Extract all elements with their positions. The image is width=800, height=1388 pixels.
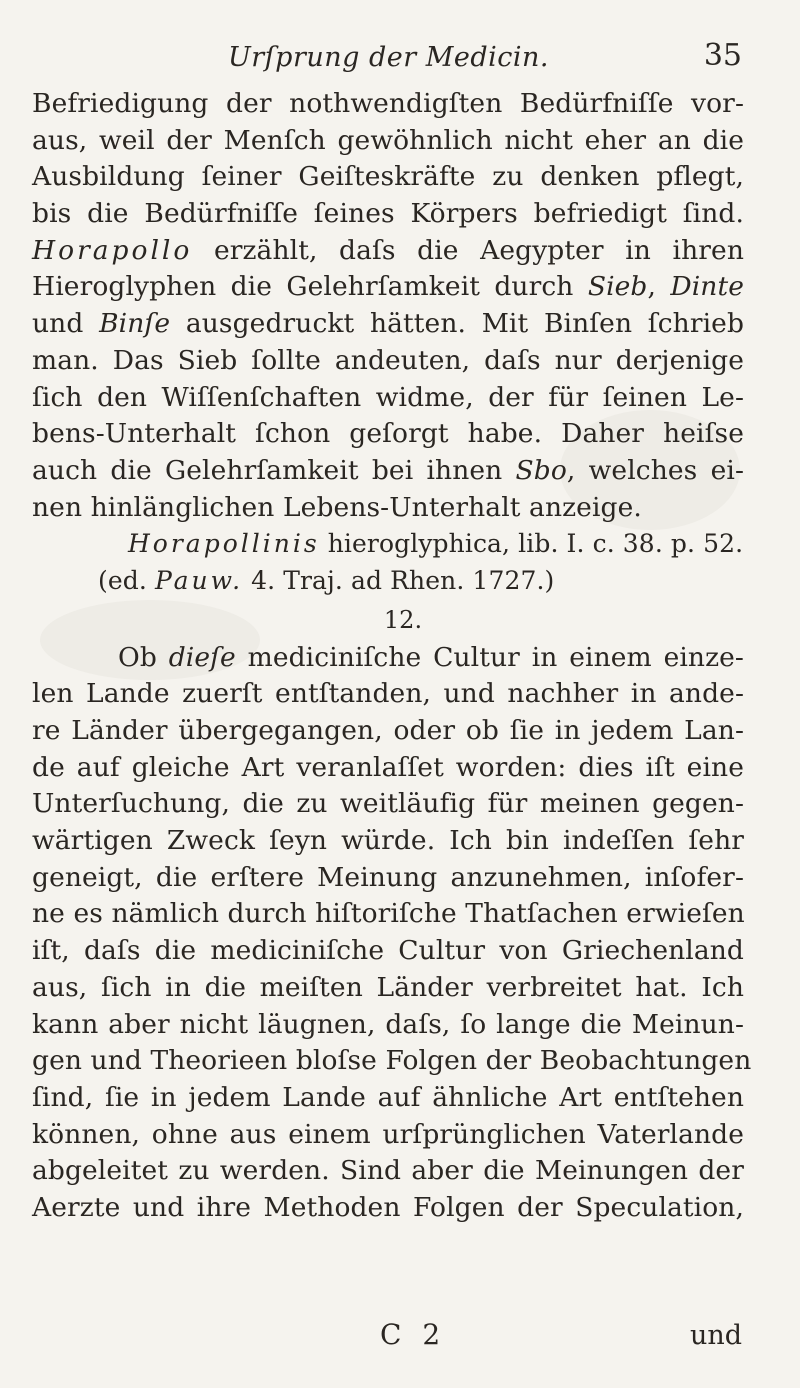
text-line: bens-Unterhalt ſchon geſorgt habe. Daher heiſse xyxy=(32,418,744,450)
text-line: können, ohne aus einem urſprünglichen Vaterlande xyxy=(32,1118,744,1150)
line-text: auch die Gelehrſamkeit bei ihnen xyxy=(32,454,503,486)
text-line: Aerzte und ihre Methoden Folgen der Speculation, xyxy=(32,1191,744,1223)
italic-word: Dinte xyxy=(670,271,744,303)
text-line: de auf gleiche Art veranlaſſet worden: dies iſt eine xyxy=(32,751,744,783)
text-line: bis die Bedürfniſſe ſeines Körpers befriedigt ſind. xyxy=(32,198,744,230)
line-text: Ob xyxy=(118,641,157,673)
text-line: gen und Theorieen bloſse Folgen der Beobachtungen xyxy=(32,1045,752,1077)
line-text: erzählt, daſs die Aegypter in ihren xyxy=(213,234,745,266)
signature-mark: C 2 xyxy=(380,1318,447,1351)
text-line: wärtigen Zweck ſeyn würde. Ich bin indeſſen ſehr xyxy=(32,825,744,857)
page-body xyxy=(32,86,752,1227)
text-line: iſt, daſs die mediciniſche Cultur von Griechenland xyxy=(32,935,744,967)
text-line xyxy=(32,306,744,343)
text-line: geneigt, die erſtere Meinung anzunehmen, inſofer- xyxy=(32,861,744,893)
section-number: 12. xyxy=(383,605,423,634)
text-line: aus, weil der Menſch gewöhnlich nicht eher an die xyxy=(32,124,744,156)
citation-line xyxy=(32,526,744,563)
italic-word: Binſe xyxy=(99,308,171,340)
citation xyxy=(32,526,744,599)
line-text: und xyxy=(32,308,84,340)
text-line xyxy=(32,233,744,270)
text-line: len Lande zuerſt entſtanden, und nachher in ande- xyxy=(32,678,744,710)
text-line xyxy=(32,453,744,490)
italic-word: dieſe xyxy=(168,641,236,673)
paragraph-1 xyxy=(32,86,744,526)
cited-editor: Pauw. xyxy=(154,565,244,595)
line-text: ausgedruckt hätten. Mit Binſen ſchrieb xyxy=(185,308,745,340)
citation-text: 4. Traj. ad Rhen. 1727.) xyxy=(251,565,555,595)
running-title: Urſprung der Medicin. xyxy=(228,42,550,73)
citation-line xyxy=(32,563,744,600)
page-footer xyxy=(30,1318,742,1358)
text-line: Unterſuchung, die zu weitläufig für meinen gegen- xyxy=(32,788,744,820)
text-line: nen hinlänglichen Lebens-Unterhalt anzeige. xyxy=(32,491,642,523)
text-line xyxy=(32,640,744,677)
catchword: und xyxy=(689,1320,742,1351)
italic-word: Sieb xyxy=(587,271,648,303)
text-line: kann aber nicht läugnen, daſs, ſo lange die Meinun- xyxy=(32,1008,744,1040)
text-line: ſind, ſie in jedem Lande auf ähnliche Art entſtehen xyxy=(32,1081,744,1113)
text-line: ſich den Wiſſenſchaften widme, der für ſeinen Le- xyxy=(32,381,744,413)
text-line: aus, ſich in die meiſten Länder verbreitet hat. Ich xyxy=(32,971,744,1003)
line-text: , welches ei- xyxy=(566,454,744,486)
text-line: ne es nämlich durch hiſtoriſche Thatſachen erwieſen xyxy=(32,898,745,930)
italic-word: Sbo xyxy=(515,454,567,486)
page-header xyxy=(30,34,742,84)
citation-text: hieroglyphica, lib. I. c. 38. p. 52. xyxy=(327,529,744,559)
line-text: mediciniſche Cultur in einem einze- xyxy=(247,641,744,673)
page-number: 35 xyxy=(703,38,742,73)
line-text: Hieroglyphen die Gelehrſamkeit durch xyxy=(32,271,574,303)
text-line: Hieroglyphen die Gelehrſamkeit durch Sieb, Dinte xyxy=(32,271,744,303)
text-line: re Länder übergegangen, oder ob ſie in jedem Lan- xyxy=(32,715,744,746)
citation-text: (ed. xyxy=(98,565,147,595)
text-line: man. Das Sieb ſollte andeuten, daſs nur derjenige xyxy=(32,344,744,376)
author-name: Horapollo xyxy=(32,234,193,266)
text-line: Ausbildung ſeiner Geiſteskräfte zu denken pflegt, xyxy=(32,161,744,193)
paragraph-2 xyxy=(32,640,752,1227)
text-line: Befriedigung der nothwendigſten Bedürfniſſe vor- xyxy=(32,88,744,119)
cited-author: Horapollinis xyxy=(128,529,320,559)
text-line: abgeleitet zu werden. Sind aber die Meinungen der xyxy=(32,1155,744,1187)
